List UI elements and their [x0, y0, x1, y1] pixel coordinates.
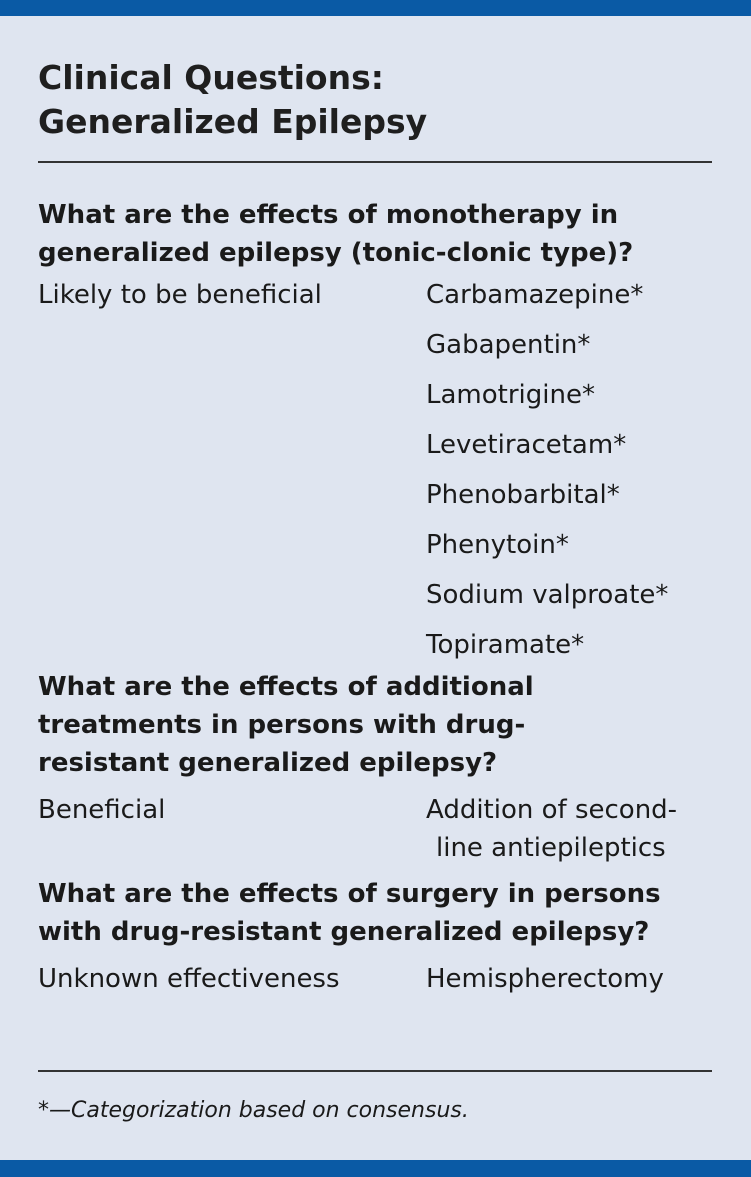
treatment-item: Sodium valproate*: [426, 580, 669, 610]
question-additional-line-2: treatments in persons with drug-: [38, 710, 526, 740]
question-additional-line-1: What are the effects of additional: [38, 672, 534, 702]
question-monotherapy-line-2: generalized epilepsy (tonic-clonic type)?: [38, 238, 634, 268]
treatment-list: [426, 791, 714, 867]
page-title: [38, 56, 718, 144]
title-line-1: Clinical Questions:: [38, 58, 384, 97]
treatment-item: Gabapentin*: [426, 330, 591, 360]
answer-row-surgery: [38, 954, 714, 1004]
treatment-list: [426, 954, 714, 1004]
question-additional-treatments: [38, 668, 714, 782]
treatment-item: Hemispherectomy: [426, 964, 664, 994]
treatment-item: Topiramate*: [426, 630, 585, 660]
treatment-item: Phenobarbital*: [426, 480, 620, 510]
category-label: Beneficial: [38, 795, 166, 825]
answer-row-monotherapy: [38, 270, 714, 670]
question-surgery: [38, 875, 714, 951]
category-label: Unknown effectiveness: [38, 964, 340, 994]
bottom-accent-bar: [0, 1160, 751, 1177]
treatment-item-line-1: Addition of second-: [426, 795, 678, 825]
category-label: Likely to be beneficial: [38, 280, 322, 310]
treatment-item: Levetiracetam*: [426, 430, 627, 460]
top-accent-bar: [0, 0, 751, 16]
question-surgery-line-2: with drug-resistant generalized epilepsy?: [38, 917, 650, 947]
footnote: *—Categorization based on consensus.: [38, 1098, 469, 1123]
treatment-item: [426, 791, 714, 867]
footnote-divider: [38, 1070, 712, 1072]
title-line-2: Generalized Epilepsy: [38, 102, 428, 141]
treatment-item-line-2: line antiepileptics: [436, 833, 666, 863]
question-monotherapy-line-1: What are the effects of monotherapy in: [38, 200, 619, 230]
treatment-item: Carbamazepine*: [426, 280, 644, 310]
answer-row-additional: [38, 791, 714, 867]
title-divider: [38, 161, 712, 163]
question-additional-line-3: resistant generalized epilepsy?: [38, 748, 498, 778]
treatment-item: Lamotrigine*: [426, 380, 595, 410]
treatment-item: Phenytoin*: [426, 530, 569, 560]
question-surgery-line-1: What are the effects of surgery in persons: [38, 879, 661, 909]
treatment-list: [426, 270, 714, 670]
question-monotherapy: [38, 196, 714, 272]
clinical-questions-body: [38, 196, 714, 1004]
